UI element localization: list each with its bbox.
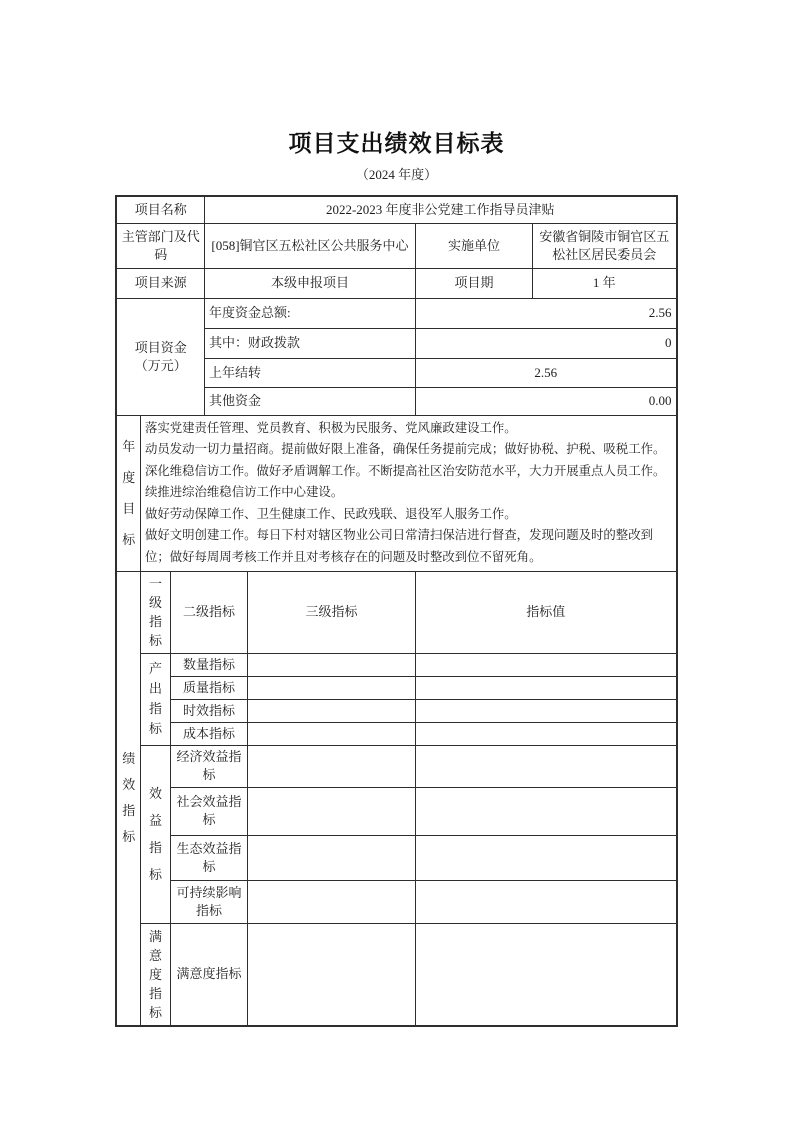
goal-line: 深化维稳信访工作。做好矛盾调解工作。不断提高社区治安防范水平，大力开展重点人员工作。续推进综治维稳信访工作中心建设。: [144, 463, 666, 500]
empty-level3-cell: [247, 653, 415, 676]
funds-label-line1: 项目资金: [134, 339, 187, 355]
benefit-label-cell: [140, 745, 170, 923]
period-value: 1 年: [532, 268, 676, 298]
impl-unit-label: 实施单位: [415, 223, 532, 268]
funds-total-label: 年度资金总额:: [204, 298, 415, 328]
benefit-row-ecological: 生态效益指标: [170, 835, 247, 880]
output-row-timeliness: 时效指标: [170, 699, 247, 722]
page-subtitle: （2024 年度）: [355, 167, 438, 182]
empty-value-cell: [415, 787, 676, 835]
goal-line: 动员发动一切力量招商。提前做好限上准备，确保任务提前完成；做好协税、护税、吸税工作。: [144, 442, 666, 457]
header-level2: 二级指标: [170, 571, 247, 653]
satisfaction-label: 满意度指标: [148, 928, 162, 1020]
goal-line: 做好劳动保障工作、卫生健康工作、民政残联、退役军人服务工作。: [144, 506, 517, 521]
annual-goal-label: 年度目标: [122, 439, 136, 548]
project-name-value: 2022-2023 年度非公党建工作指导员津贴: [204, 196, 676, 223]
funds-other-value: 0.00: [415, 387, 676, 415]
empty-level3-cell: [247, 699, 415, 722]
funds-carryover-label: 上年结转: [204, 358, 415, 387]
goal-line: 落实党建责任管理、党员教育、积极为民服务、党风廉政建设工作。: [144, 420, 517, 435]
output-row-quality: 质量指标: [170, 676, 247, 699]
impl-unit-value: 安徽省铜陵市铜官区五松社区居民委员会: [532, 223, 676, 268]
benefit-label: 效益指标: [148, 786, 162, 883]
satisfaction-row: 满意度指标: [170, 923, 247, 1026]
benefit-row-social: 社会效益指标: [170, 787, 247, 835]
dept-label: 主管部门及代码: [116, 223, 204, 268]
empty-level3-cell: [247, 923, 415, 1026]
empty-level3-cell: [247, 880, 415, 923]
empty-value-cell: [415, 835, 676, 880]
project-name-label: 项目名称: [116, 196, 204, 223]
performance-target-table: [115, 195, 677, 1027]
empty-level3-cell: [247, 722, 415, 745]
output-row-cost: 成本指标: [170, 722, 247, 745]
empty-level3-cell: [247, 787, 415, 835]
satisfaction-label-cell: [140, 923, 170, 1026]
empty-value-cell: [415, 745, 676, 787]
empty-value-cell: [415, 880, 676, 923]
indicators-label: 绩效指标: [122, 751, 136, 845]
source-value: 本级申报项目: [204, 268, 415, 298]
page-title: 项目支出绩效目标表: [288, 131, 505, 156]
header-value: 指标值: [415, 571, 676, 653]
empty-value-cell: [415, 923, 676, 1026]
output-row-quantity: 数量指标: [170, 653, 247, 676]
empty-value-cell: [415, 722, 676, 745]
funds-fiscal-value: 0: [415, 328, 676, 358]
funds-label: [116, 298, 204, 415]
funds-total-value: 2.56: [415, 298, 676, 328]
header-level3: 三级指标: [247, 571, 415, 653]
dept-value: [058]铜官区五松社区公共服务中心: [204, 223, 415, 268]
output-label-cell: [140, 653, 170, 745]
annual-goal-label-cell: [116, 415, 140, 571]
empty-value-cell: [415, 676, 676, 699]
funds-other-label: 其他资金: [204, 387, 415, 415]
output-label: 产出指标: [148, 661, 162, 737]
empty-value-cell: [415, 699, 676, 722]
empty-level3-cell: [247, 835, 415, 880]
funds-carryover-value: 2.56: [415, 358, 676, 387]
period-label: 项目期: [415, 268, 532, 298]
benefit-row-sustainable: 可持续影响指标: [170, 880, 247, 923]
indicators-label-cell: [116, 571, 140, 1026]
goal-line: 做好文明创建工作。每日下村对辖区物业公司日常清扫保洁进行督查，发现问题及时的整改到位；做好每周周考核工作并且对考核存在的问题及时整改到位不留死角。: [144, 528, 653, 565]
funds-label-line2: （万元）: [134, 357, 187, 373]
source-label: 项目来源: [116, 268, 204, 298]
header-level1-cell: [140, 571, 170, 653]
funds-fiscal-label: 其中：财政拨款: [204, 328, 415, 358]
empty-level3-cell: [247, 676, 415, 699]
header-level1: 一级指标: [148, 576, 162, 649]
empty-level3-cell: [247, 745, 415, 787]
benefit-row-economic: 经济效益指标: [170, 745, 247, 787]
empty-value-cell: [415, 653, 676, 676]
annual-goal-text-cell: [140, 415, 676, 571]
